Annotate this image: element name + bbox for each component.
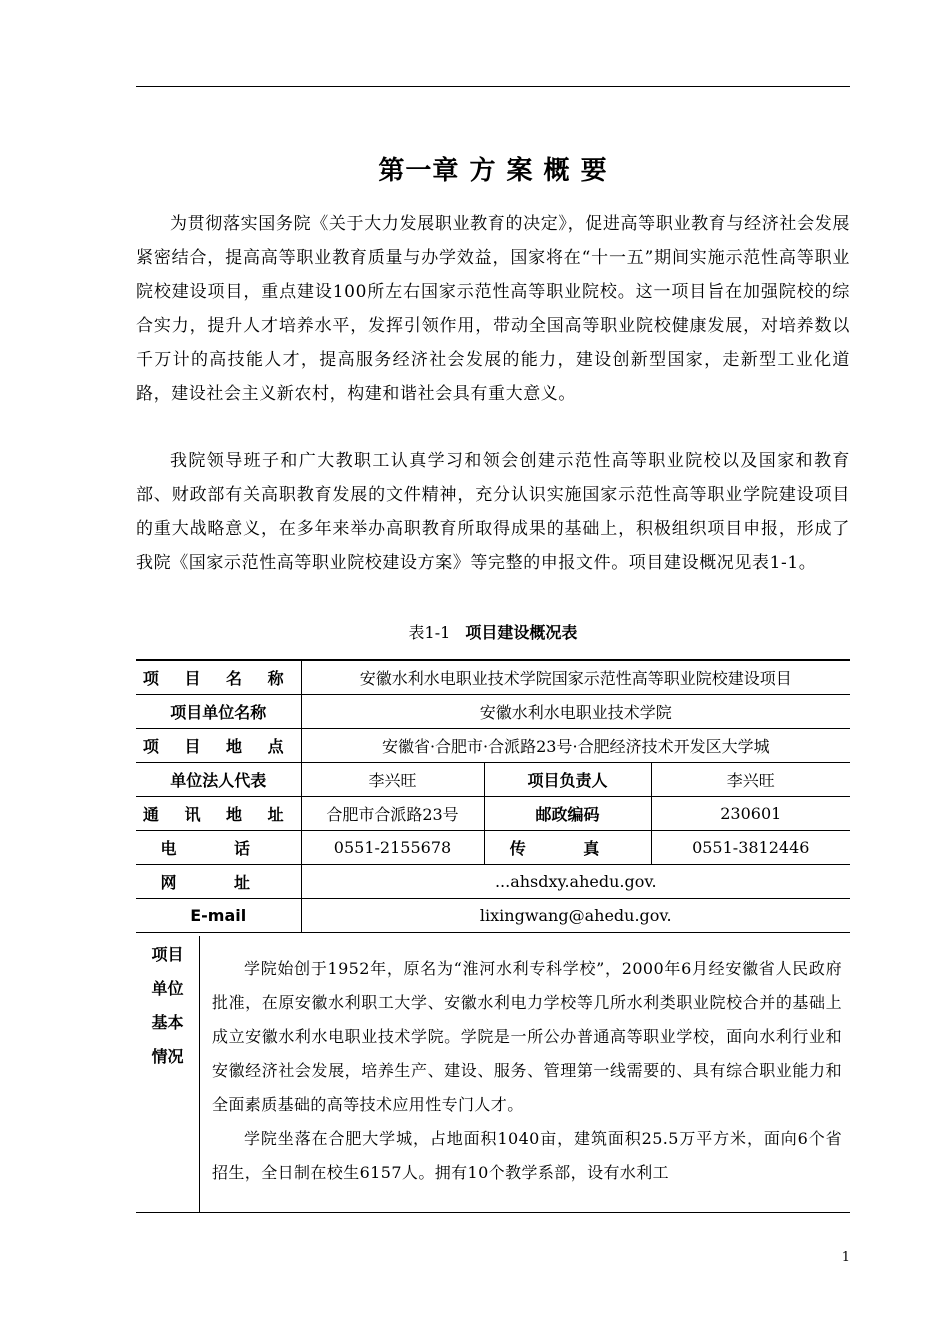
table-row <box>136 763 850 797</box>
legal-rep-value: 李兴旺 <box>301 763 484 797</box>
address-value: 合肥市合派路23号 <box>301 797 484 831</box>
table-row <box>136 831 850 865</box>
intro-paragraph-1 <box>136 207 850 411</box>
paragraph-text: 为贯彻落实国务院《关于大力发展职业教育的决定》，促进高等职业教育与经济社会发展紧密结合，提高高等职业教育质量与办学效益，国家将在“十一五”期间实施示范性高等职业院校建设项目，重点建设100所左右国家示范性高等职业院校。这一项目旨在加强院校的综合实力，提升人才培养水平，发挥引领作用，带动全国高等职业院校健康发展，对培养数以千万计的高技能人才，提高服务经济社会发展的能力，建设创新型国家，走新型工业化道路，建设社会主义新农村，构建和谐社会具有重大意义。 <box>136 214 850 404</box>
basic-info-label <box>136 936 200 1212</box>
table-row <box>136 865 850 899</box>
manager-value: 李兴旺 <box>651 763 850 797</box>
table-row <box>136 695 850 729</box>
basic-info-section <box>136 936 850 1213</box>
unit-name-value: 安徽水利水电职业技术学院 <box>301 695 850 729</box>
table-title: 项目建设概况表 <box>465 623 578 642</box>
postcode-value: 230601 <box>651 797 850 831</box>
label-line: 情况 <box>151 1047 184 1066</box>
phone-label: 电 话 <box>136 831 301 865</box>
website-value[interactable]: ...ahsdxy.ahedu.gov. <box>301 865 850 899</box>
chapter-title: 第一章 方 案 概 要 <box>378 156 608 186</box>
paragraph-text: 我院领导班子和广大教职工认真学习和领会创建示范性高等职业院校以及国家和教育部、财政部有关高职教育发展的文件精神，充分认识实施国家示范性高等职业学院建设项目的重大战略意义，在多年来举办高职教育所取得成果的基础上，积极组织项目申报，形成了我院《国家示范性高等职业院校建设方案》等完整的申报文件。项目建设概况见表1-1。 <box>136 451 850 573</box>
basic-info-text <box>212 952 842 1190</box>
fax-label: 传 真 <box>484 831 651 865</box>
project-overview-table <box>136 659 850 933</box>
intro-paragraph-2 <box>136 444 850 580</box>
table-caption <box>136 620 850 643</box>
table-row <box>136 899 850 933</box>
header-rule <box>136 86 850 87</box>
project-name-value: 安徽水利水电职业技术学院国家示范性高等职业院校建设项目 <box>301 660 850 695</box>
website-label: 网 址 <box>136 865 301 899</box>
label-line: 单位 <box>151 979 184 998</box>
label-line: 基本 <box>151 1013 184 1032</box>
fax-value: 0551-3812446 <box>651 831 850 865</box>
label-line: 项目 <box>151 945 184 964</box>
address-label: 通 讯 地 址 <box>136 797 301 831</box>
manager-label: 项目负责人 <box>484 763 651 797</box>
location-value: 安徽省·合肥市·合派路23号·合肥经济技术开发区大学城 <box>301 729 850 763</box>
table-number: 表1-1 <box>408 623 451 642</box>
project-name-label: 项 目 名 称 <box>136 660 301 695</box>
basic-paragraph: 学院坐落在合肥大学城，占地面积1040亩，建筑面积25.5万平方米，面向6个省招生，全日制在校生6157人。拥有10个教学系部，设有水利工 <box>212 1129 842 1182</box>
page-number: 1 <box>841 1250 850 1265</box>
legal-rep-label: 单位法人代表 <box>136 763 301 797</box>
table-row <box>136 660 850 695</box>
postcode-label: 邮政编码 <box>484 797 651 831</box>
email-value[interactable]: lixingwang@ahedu.gov. <box>301 899 850 933</box>
table-row <box>136 797 850 831</box>
phone-value: 0551-2155678 <box>301 831 484 865</box>
unit-name-label: 项目单位名称 <box>136 695 301 729</box>
basic-paragraph: 学院始创于1952年，原名为“淮河水利专科学校”，2000年6月经安徽省人民政府批准，在原安徽水利职工大学、安徽水利电力学校等几所水利类职业院校合并的基础上成立安徽水利水电职业技术学院。学院是一所公办普通高等职业学校，面向水利行业和安徽经济社会发展，培养生产、建设、服务、管理第一线需要的、具有综合职业能力和全面素质基础的高等技术应用性专门人才。 <box>212 959 842 1114</box>
email-label: E-mail <box>136 899 301 933</box>
table-row <box>136 729 850 763</box>
location-label: 项 目 地 点 <box>136 729 301 763</box>
